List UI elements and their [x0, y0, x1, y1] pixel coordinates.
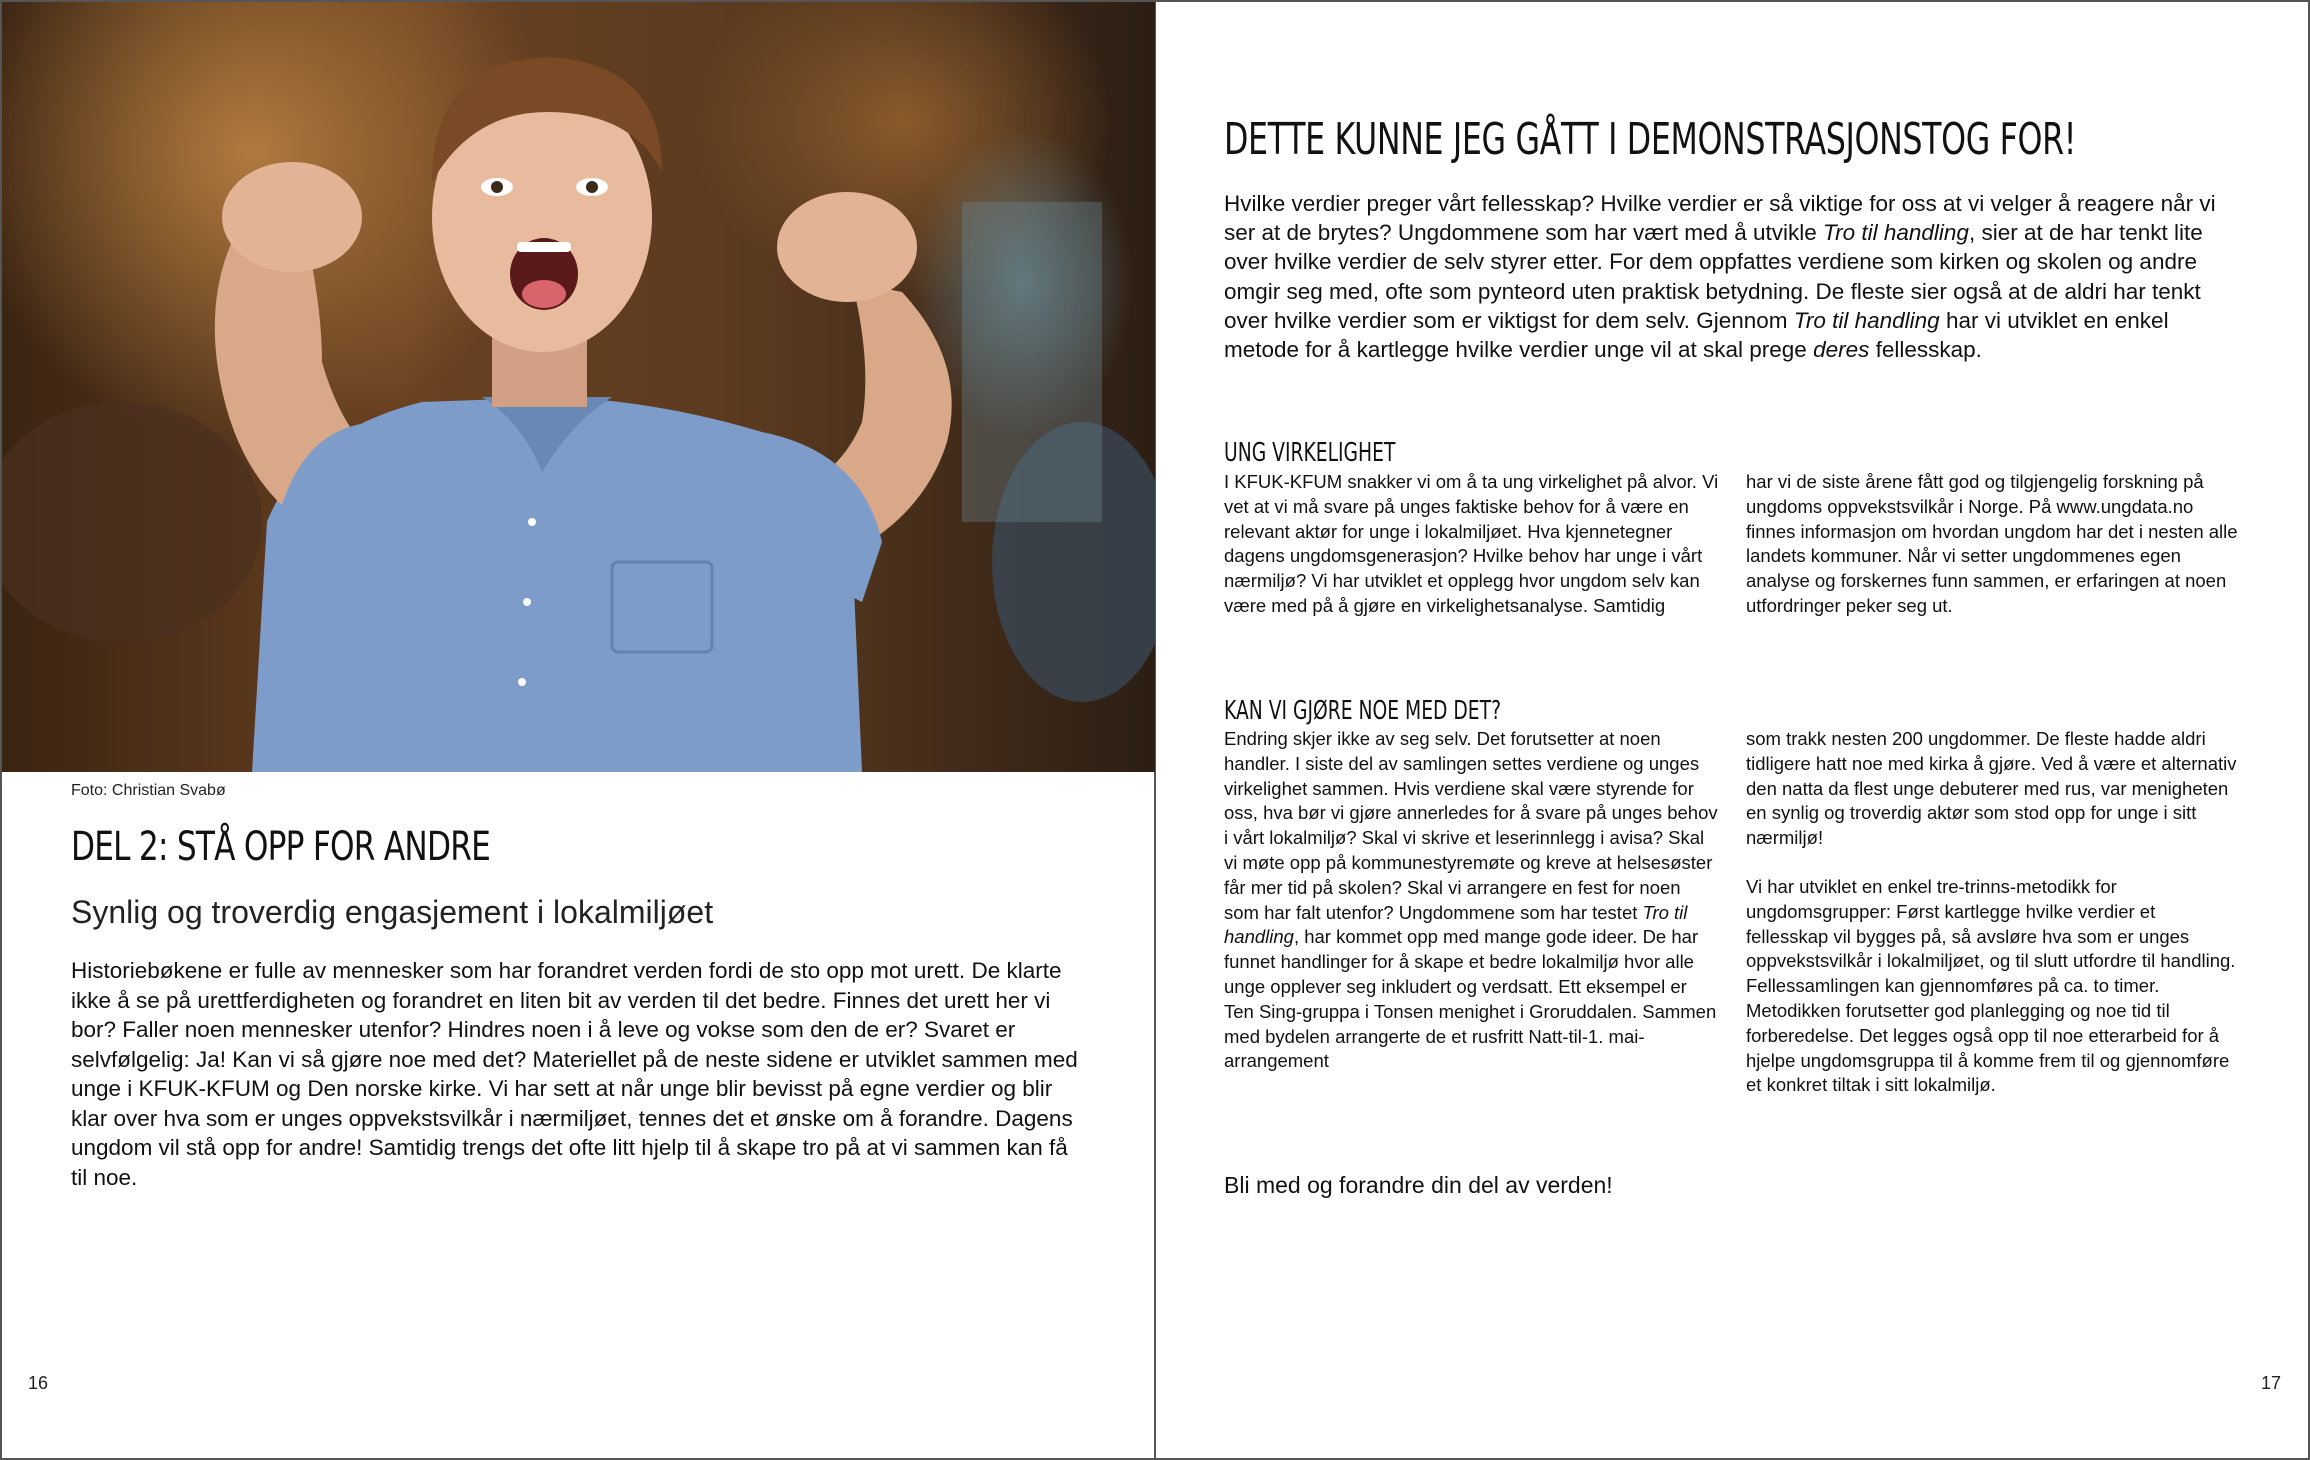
photo-young-man-cheering: [2, 2, 1155, 772]
photo-illustration: [2, 2, 1155, 772]
section2-column-1: [1224, 727, 1719, 1098]
section2-col2-paragraph-1: som trakk nesten 200 ungdommer. De fleste hadde aldri tidligere hatt noe med kirka å gjøre. Ved å være et alternativ den natta da flest unge debuterer med rus, var menigheten en synlig og troverdig aktør som stod opp for unge i sitt nærmiljø!: [1746, 728, 2237, 849]
section2-col1-text: [1224, 727, 1719, 1074]
section2-col1-text-2: , har kommet opp med mange gode ideer. De har funnet handlinger for å skape et bedre lokalmiljø hvor alle unge opplever seg inkludert og verdsatt. Ett eksempel er Ten Sing-gruppa i Tonsen menighet i Groruddalen. Sammen med bydelen arrangerte de et rusfritt Natt-til-1. mai-arrangement: [1224, 926, 1717, 1072]
right-page: [1155, 0, 2310, 1460]
photo-caption: Foto: Christian Svabø: [71, 782, 226, 799]
intro-emphasis-2: Tro til handling: [1793, 307, 1940, 333]
page-subtitle: Synlig og troverdig engasjement i lokalmiljøet: [71, 894, 714, 930]
section2-col1-emphasis: Tro til handling: [1224, 901, 1688, 948]
section1-column-2: [1746, 470, 2241, 643]
page-number-left: 16: [28, 1373, 49, 1393]
section1-col1-text: I KFUK-KFUM snakker vi om å ta ung virkelighet på alvor. Vi vet at vi må svare på unges faktiske behov for å være en relevant aktør for unge i lokalmiljøet. Hva kjennetegner dagens ungdomsgenerasjon? Hvilke behov har unge i vårt nærmiljø? Vi har utviklet et opplegg hvor ungdom selv kan være med på å gjøre en virkelighetsanalyse. Samtidig: [1224, 471, 1719, 616]
page-number-right: 17: [2261, 1373, 2282, 1393]
values-intro-paragraph: [1224, 189, 2244, 364]
intro-text-1: Hvilke verdier preger vårt fellesskap? Hvilke verdier er så viktige for oss at vi velger å reagere når vi ser at de brytes? Ungdommene som har vært med å utvikle: [1224, 191, 2216, 246]
intro-emphasis-1: Tro til handling: [1823, 220, 1969, 246]
closing-line: Bli med og forandre din del av verden!: [1224, 1172, 1613, 1198]
section1-column-1: [1224, 470, 1719, 643]
intro-text-3: har vi utviklet en enkel metode for å kartlegge hvilke verdier unge vil at skal prege: [1224, 307, 2169, 363]
section2-col1-text-1: Endring skjer ikke av seg selv. Det forutsetter at noen handler. I siste del av samlingen settes verdiene og unges virkelighet sammen. Hvis verdiene skal være styrende for oss, hva bør vi gjøre annerledes for å svare på unges behov i vårt lokalmiljø? Skal vi skrive et leserinnlegg i avisa? Skal vi møte opp på kommunestyremøte og kreve at helsesøster får mer tid på skolen? Skal vi arrangere en fest for noen som har falt utenfor? Ungdommene som har testet: [1224, 728, 1718, 923]
section-title: DETTE KUNNE JEG GÅTT I DEMONSTRASJONSTOG FOR!: [1224, 114, 2077, 165]
intro-paragraph: Historiebøkene er fulle av mennesker som har forandret verden fordi de sto opp mot urett. De klarte ikke å se på urettferdigheten og forandret en liten bit av verden til det bedre. Finnes det urett her vi bor? Faller noen mennesker utenfor? Hindres noen i å leve og vokse som den de er? Svaret er selvfølgelig: Ja! Kan vi så gjøre noe med det? Materiellet på de neste sidene er utviklet sammen med unge i KFUK-KFUM og Den norske kirke. Vi har sett at når unge blir bevisst på egne verdier og blir klar over hva som er unges oppvekstsvilkår i nærmiljøet, tennes det et ønske om å forandre. Dagens ungdom vil stå opp for andre! Samtidig trengs det ofte litt hjelp til å skape tro på at vi sammen kan få til noe.: [71, 958, 1078, 1190]
intro-emphasis-3: deres: [1813, 337, 1870, 363]
heading-ung-virkelighet: UNG VIRKELIGHET: [1224, 438, 1396, 468]
intro-text-2: , sier at de har tenkt lite over hvilke verdier de selv styrer etter. For dem oppfattes verdiene som kirken og skolen og andre omgir seg med, ofte som pynteord uten praktisk betydning. De fleste sier også at de aldri har tenkt over hvilke verdier som er viktigst for dem selv. Gjennom: [1224, 220, 2203, 333]
section1-col2-text: har vi de siste årene fått god og tilgjengelig forskning på ungdoms oppvekstsvilkår i Norge. På www.ungdata.no finnes informasjon om hvordan ungdom har det i nesten alle landets kommuner. Når vi setter ungdommenes egen analyse og forskernes funn sammen, er erfaringen at noen utfordringer peker seg ut.: [1746, 471, 2238, 616]
section2-column-2: [1746, 727, 2241, 1122]
intro-text-4: fellesskap.: [1869, 337, 1982, 363]
heading-kan-vi-gjore: KAN VI GJØRE NOE MED DET?: [1224, 696, 1502, 726]
section2-col2-paragraph-2: Vi har utviklet en enkel tre-trinns-metodikk for ungdomsgrupper: Først kartlegge hvilke verdier et fellesskap vil bygges på, så avsløre hva som er unges oppvekstsvilkår i lokalmiljøet, og til slutt utfordre til handling. Fellessamlingen kan gjennomføres på ca. to timer. Metodikken forutsetter god planlegging og noe tid til forberedelse. Det legges også opp til noe etterarbeid for å hjelpe ungdomsgruppa til å komme frem til og gjennomføre et konkret tiltak i sitt lokalmiljø.: [1746, 875, 2236, 1096]
page-title: DEL 2: STÅ OPP FOR ANDRE: [71, 824, 491, 870]
